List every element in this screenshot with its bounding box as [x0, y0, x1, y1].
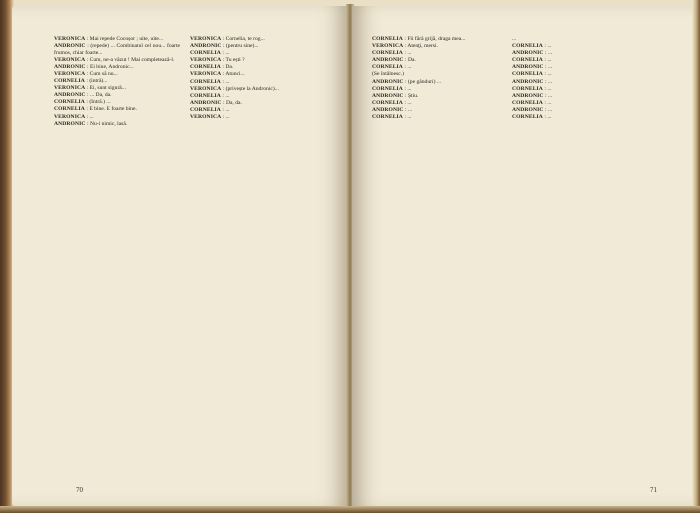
speaker-name: ANDRONIC [54, 120, 86, 127]
dialogue-text: ... [225, 106, 230, 113]
dialogue-line: CORNELIA : ... [512, 71, 552, 78]
dialogue-text: ... [547, 57, 552, 64]
speaker-name: VERONICA [54, 56, 86, 63]
dialogue-line: ANDRONIC : Nu-i nimic, lasă. [54, 120, 128, 127]
dialogue-text: Da, da. [225, 99, 242, 106]
dialogue-text: Știu. [407, 92, 419, 99]
speaker-name: CORNELIA [190, 78, 221, 85]
speaker-name: CORNELIA [372, 64, 403, 71]
dialogue-line: VERONICA : Cornelia, te rog... [190, 36, 265, 42]
right-page-column-1 [372, 36, 500, 476]
dialogue-text: Da. [407, 57, 416, 64]
dialogue-line: ANDRONIC : (pentru sine)... [190, 43, 259, 50]
speaker-name: VERONICA [372, 43, 404, 50]
dialogue-line: ANDRONIC : ... [512, 78, 553, 85]
speaker-name: ANDRONIC [512, 92, 544, 99]
dialogue-line: CORNELIA : ... [372, 114, 412, 121]
right-page-column-2 [512, 36, 638, 476]
speaker-name: ANDRONIC [54, 92, 86, 99]
dialogue-text: ... [225, 92, 230, 99]
dialogue-line: ANDRONIC : ... [512, 50, 553, 57]
left-page-column-1 [54, 36, 180, 476]
dialogue-line: CORNELIA : ... [372, 64, 412, 71]
speaker-name: ANDRONIC [512, 64, 544, 71]
speaker-name: VERONICA [54, 36, 86, 42]
left-page-column-2 [190, 36, 318, 476]
dialogue-line: VERONICA : Ei, sunt sigură... [54, 85, 126, 92]
dialogue-line: VERONICA : (privește la Andronic)... [190, 85, 279, 92]
dialogue-line: VERONICA : ... [190, 114, 230, 121]
speaker-name: ANDRONIC [372, 57, 404, 64]
dialogue-line: ANDRONIC : Ei bine, Andronic... [54, 63, 134, 70]
dialogue-text: ... [547, 92, 553, 99]
dialogue-line: VERONICA : ... [54, 113, 94, 120]
speaker-name: ANDRONIC [512, 50, 544, 57]
dialogue-line: CORNELIA : ... [190, 78, 230, 85]
dialogue-line: VERONICA : Cum, ne-a văzut ! Mai completează-l. [54, 56, 175, 63]
dialogue-text: (privește la Andronic)... [225, 85, 279, 92]
speaker-name: VERONICA [54, 85, 86, 92]
speaker-name: VERONICA [190, 71, 222, 78]
dialogue-text: ... [225, 114, 230, 121]
dialogue-text: ... [407, 85, 412, 92]
dialogue-text: E bine. E foarte bine. [89, 106, 137, 113]
dialogue-line [372, 71, 500, 78]
dialogue-line: ANDRONIC : ... [512, 92, 553, 99]
dialogue-line: ANDRONIC : ... [512, 64, 553, 71]
dialogue-text: ... [547, 99, 552, 106]
dialogue-text: Cum, ne-a văzut ! Mai completează-l. [89, 56, 175, 63]
dialogue-text: (pentru sine)... [225, 43, 259, 50]
dialogue-text: ... [547, 64, 553, 71]
dialogue-text: ... [407, 64, 412, 71]
dialogue-line: CORNELIA : ... [512, 99, 552, 106]
speaker-name: ANDRONIC [372, 92, 404, 99]
speaker-name: CORNELIA [512, 57, 543, 64]
speaker-name: ANDRONIC [372, 106, 404, 113]
dialogue-line: VERONICA : Mai repede Cocoșor ; uite, uite... [54, 36, 164, 42]
dialogue-line: CORNELIA : ... [372, 85, 412, 92]
dialogue-text: Fii fără grijă, draga mea... [407, 36, 466, 42]
speaker-name: CORNELIA [372, 50, 403, 57]
speaker-name: ANDRONIC [190, 43, 222, 50]
dialogue-text: ... [547, 71, 552, 78]
dialogue-line: CORNELIA : (Intră.) ... [54, 99, 111, 106]
dialogue-line: ANDRONIC : Știu. [372, 92, 419, 99]
dialogue-text: Ei bine, Andronic... [89, 63, 134, 70]
dialogue-text: Mai repede Cocoșor ; uite, uite... [89, 36, 164, 42]
dialogue-text: ... [547, 85, 552, 92]
dialogue-line: CORNELIA : Fii fără grijă, draga mea... [372, 36, 466, 42]
speaker-name: ANDRONIC [512, 78, 544, 85]
dialogue-line: VERONICA : Tu ești ? [190, 57, 245, 64]
dialogue-text: ... [225, 78, 230, 85]
dialogue-line: CORNELIA : ... [512, 43, 552, 50]
dialogue-text: ... [547, 114, 552, 121]
dialogue-line: VERONICA : Cum să nu... [54, 70, 118, 77]
speaker-name: ANDRONIC [190, 99, 222, 106]
speaker-name: CORNELIA [512, 71, 543, 78]
speaker-name: CORNELIA [372, 36, 403, 42]
dialogue-text: Tu ești ? [225, 57, 245, 64]
dialogue-text: ... [547, 50, 553, 57]
speaker-name: CORNELIA [190, 92, 221, 99]
speaker-name: VERONICA [190, 85, 222, 92]
speaker-name: CORNELIA [372, 85, 403, 92]
speaker-name: CORNELIA [512, 114, 543, 121]
speaker-name: CORNELIA [54, 99, 85, 106]
speaker-name: CORNELIA [512, 99, 543, 106]
dialogue-line: CORNELIA : ... [512, 85, 552, 92]
dialogue-text: ... [407, 106, 413, 113]
speaker-name: VERONICA [190, 57, 222, 64]
speaker-name: CORNELIA [54, 78, 85, 85]
dialogue-text: Cum să nu... [89, 70, 118, 77]
book-cover-edge [0, 506, 700, 513]
dialogue-line: CORNELIA : E bine. E foarte bine. [54, 106, 137, 113]
dialogue-line: ANDRONIC : ... [512, 106, 553, 113]
dialogue-line: CORNELIA : ... [372, 99, 412, 106]
speaker-name: CORNELIA [190, 106, 221, 113]
speaker-name: CORNELIA [512, 43, 543, 50]
speaker-name: CORNELIA [372, 99, 403, 106]
dialogue-line: CORNELIA : ... [512, 114, 552, 121]
dialogue-line: CORNELIA : ... [512, 57, 552, 64]
left-page [12, 6, 348, 506]
dialogue-line: CORNELIA : ... [190, 92, 230, 99]
dialogue-text: ... [547, 78, 553, 85]
dialogue-line: VERONICA : Atenţi, mersi. [372, 43, 438, 50]
dialogue-line: CORNELIA : ... [190, 106, 230, 113]
right-page [352, 6, 692, 506]
speaker-name: CORNELIA [190, 64, 221, 71]
dialogue-text: ... [89, 113, 94, 120]
dialogue-text: Atenţi, mersi. [407, 43, 438, 50]
dialogue-line: ANDRONIC : Da. [372, 57, 416, 64]
dialogue-text: Cornelia, te rog... [225, 36, 265, 42]
dialogue-line: ANDRONIC : ... [372, 106, 413, 113]
dialogue-line: ANDRONIC : Da, da. [190, 99, 242, 106]
dialogue-line: ANDRONIC : (pe gânduri) ... [372, 78, 442, 85]
dialogue-text: ... [407, 114, 412, 121]
dialogue-text: (pe gânduri) ... [407, 78, 442, 85]
speaker-name: CORNELIA [190, 50, 221, 57]
right-page-number: 71 [650, 486, 657, 494]
dialogue-line [512, 36, 638, 43]
speaker-name: ANDRONIC [54, 43, 86, 50]
dialogue-line: ANDRONIC : ... Da, da. [54, 92, 112, 99]
dialogue-line: ANDRONIC : (repede) ... Combinatul cel nou... foarte frumos, chiar foarte... [54, 43, 180, 56]
speaker-name: CORNELIA [372, 114, 403, 121]
speaker-name: VERONICA [190, 114, 222, 121]
dialogue-line: VERONICA : Atunci... [190, 71, 245, 78]
dialogue-text: (Intră.) ... [89, 99, 111, 106]
page-edges-right [692, 0, 700, 513]
dialogue-text: ... [407, 50, 412, 57]
dialogue-text: (repede) ... Combinatul cel nou... foarte frumos, chiar foarte... [54, 43, 180, 56]
speaker-name: VERONICA [54, 70, 86, 77]
speaker-name: ANDRONIC [512, 106, 544, 113]
dialogue-text: ... [547, 43, 552, 50]
speaker-name: ANDRONIC [372, 78, 404, 85]
dialogue-text: Atunci... [225, 71, 245, 78]
speaker-name: CORNELIA [512, 85, 543, 92]
dialogue-text: ... [547, 106, 553, 113]
dialogue-text: ... [512, 36, 517, 42]
dialogue-text: Nu-i nimic, lasă. [89, 120, 128, 127]
dialogue-line: CORNELIA : (intră)... [54, 78, 108, 85]
left-page-number: 70 [76, 486, 83, 494]
dialogue-text: (intră)... [89, 78, 108, 85]
dialogue-line: CORNELIA : Da. [190, 64, 234, 71]
dialogue-text: Ei, sunt sigură... [89, 85, 126, 92]
speaker-name: CORNELIA [54, 106, 85, 113]
dialogue-line: CORNELIA : ... [190, 50, 230, 57]
dialogue-text: ... [407, 99, 412, 106]
dialogue-line: CORNELIA : ... [372, 50, 412, 57]
dialogue-text: ... Da, da. [89, 92, 112, 99]
dialogue-text: (Se întâlnesc.) [372, 71, 404, 78]
speaker-name: VERONICA [54, 113, 86, 120]
speaker-name: ANDRONIC [54, 63, 86, 70]
dialogue-text: Da. [225, 64, 234, 71]
dialogue-text: ... [225, 50, 230, 57]
speaker-name: VERONICA [190, 36, 222, 42]
